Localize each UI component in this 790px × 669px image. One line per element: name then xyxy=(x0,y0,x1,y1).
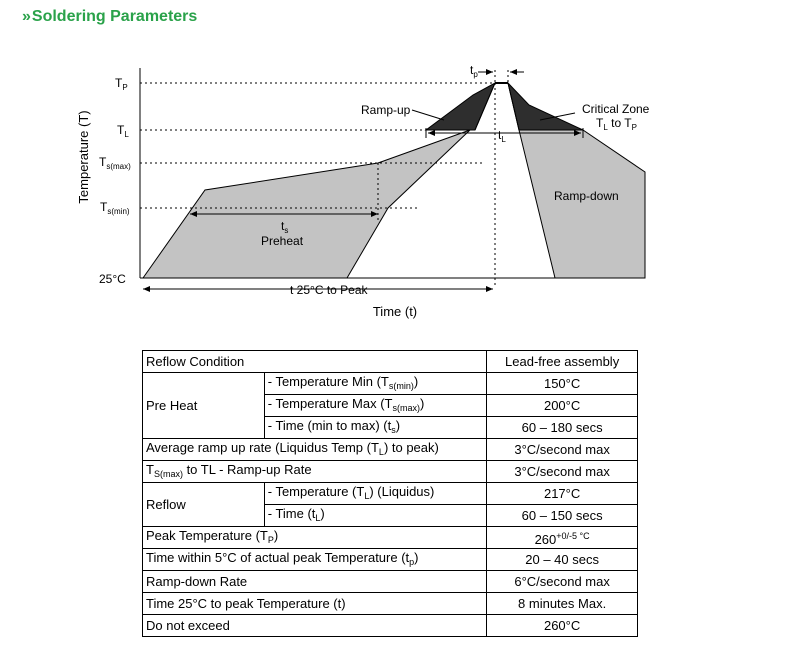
table-row xyxy=(143,571,638,593)
row-label: - Temperature $(T_L)$ (Liquidus) xyxy=(264,483,487,505)
table-row xyxy=(143,593,638,615)
row-label: Ramp-down Rate xyxy=(143,571,487,593)
critical-zone-label-2: $T_L$ to $T_P$ xyxy=(596,116,637,132)
table-row xyxy=(143,549,638,571)
table-row xyxy=(143,615,638,637)
section-title: Soldering Parameters xyxy=(31,8,198,25)
header-value: Lead-free assembly xyxy=(487,351,638,373)
table-header-row xyxy=(143,351,638,373)
row-label: Time 25°C to peak Temperature (t) xyxy=(143,593,487,615)
row-value: $260^{+0/-5 ^\circ C}$ xyxy=(487,527,638,549)
row-value: 260°C xyxy=(487,615,638,637)
preheat-group-label: Pre Heat xyxy=(143,373,265,439)
preheat-region xyxy=(143,130,470,278)
row-value: 60 – 150 secs xyxy=(487,505,638,527)
x-axis-label: Time (t) xyxy=(372,304,418,319)
ramp-up-label: Ramp-up xyxy=(361,103,411,117)
table-row xyxy=(143,483,638,505)
row-value: 6°C/second max xyxy=(487,571,638,593)
critical-zone-label-1: Critical Zone xyxy=(582,102,650,116)
chevron-icon: » xyxy=(22,8,31,25)
ramp-up-leader xyxy=(412,110,444,120)
row-label: - Temperature Min $(T_{s(min)})$ xyxy=(264,373,487,395)
t-25-peak-label: t 25°C to Peak xyxy=(290,283,368,297)
section-heading xyxy=(22,8,197,26)
tsmin-label: $T_{s(min)}$ xyxy=(100,200,130,216)
row-value: 217°C xyxy=(487,483,638,505)
row-label: Peak Temperature $(T_P)$ xyxy=(143,527,487,549)
tsmax-label: $T_{s(max)}$ xyxy=(99,155,131,171)
ramp-down-label: Ramp-down xyxy=(554,189,619,203)
ramp-down-region xyxy=(519,130,645,278)
row-label: - Time (min to max) $(t_s)$ xyxy=(264,417,487,439)
reflow-conditions-table xyxy=(142,350,638,637)
row-label: - Time $(t_L)$ xyxy=(264,505,487,527)
row-value: 60 – 180 secs xyxy=(487,417,638,439)
table-row xyxy=(143,527,638,549)
row-value: 200°C xyxy=(487,395,638,417)
preheat-label: Preheat xyxy=(261,234,304,248)
tl-label: $T_L$ xyxy=(117,123,129,139)
y-axis-label: Temperature (T) xyxy=(76,110,91,204)
tl-time-label: $t_L$ xyxy=(498,128,506,144)
reflow-profile-diagram xyxy=(0,40,790,330)
row-label: $T_{S(max)}$ to TL - Ramp-up Rate xyxy=(143,461,487,483)
table-row xyxy=(143,373,638,395)
table-row xyxy=(143,461,638,483)
row-value: 150°C xyxy=(487,373,638,395)
critical-zone-right xyxy=(508,83,583,130)
table-row xyxy=(143,439,638,461)
row-label: Do not exceed xyxy=(143,615,487,637)
row-value: 8 minutes Max. xyxy=(487,593,638,615)
row-label: Time within 5°C of actual peak Temperature $(t_p)$ xyxy=(143,549,487,571)
header-condition: Reflow Condition xyxy=(143,351,487,373)
row-value: 3°C/second max xyxy=(487,461,638,483)
row-value: 3°C/second max xyxy=(487,439,638,461)
t25-label: 25°C xyxy=(99,272,126,286)
tp-label: $T_P$ xyxy=(115,76,128,92)
reflow-group-label: Reflow xyxy=(143,483,265,527)
row-label: Average ramp up rate (Liquidus Temp $(T_L)$ to peak) xyxy=(143,439,487,461)
row-value: 20 – 40 secs xyxy=(487,549,638,571)
tp-time-label: $t_p$ xyxy=(470,63,478,79)
ts-label: $t_s$ xyxy=(281,219,289,235)
row-label: - Temperature Max $(T_{s(max)})$ xyxy=(264,395,487,417)
